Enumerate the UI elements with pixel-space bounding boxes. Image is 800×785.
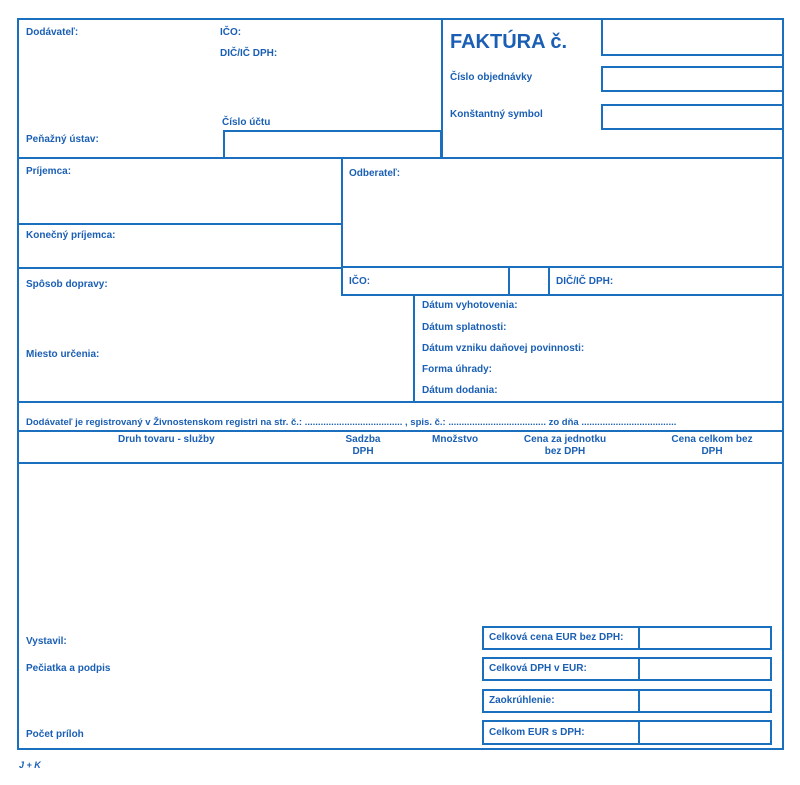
payment-method-label: Forma úhrady:	[422, 364, 493, 375]
invoice-number-field[interactable]	[601, 18, 784, 56]
supplier-dic-label: DIČ/IČ DPH:	[220, 48, 278, 59]
issued-by-label: Vystavil:	[26, 636, 67, 647]
divider	[341, 157, 343, 294]
delivery-date-label: Dátum dodania:	[422, 385, 498, 396]
constant-symbol-label: Konštantný symbol	[450, 109, 543, 120]
divider	[508, 266, 510, 295]
account-number-field[interactable]	[223, 130, 442, 159]
rounding-label: Zaokrúhlenie:	[489, 695, 555, 706]
recipient-label: Príjemca:	[26, 166, 72, 177]
order-number-field[interactable]	[601, 66, 784, 92]
col-total-price: Cena celkom bez DPH	[671, 434, 753, 457]
divider	[17, 223, 342, 225]
publisher-mark: J + K	[19, 760, 41, 770]
divider	[341, 266, 784, 268]
customer-dic-label: DIČ/IČ DPH:	[556, 276, 614, 287]
final-recipient-label: Konečný príjemca:	[26, 230, 116, 241]
col-quantity: Množstvo	[432, 434, 479, 445]
stamp-signature-label: Pečiatka a podpis	[26, 663, 111, 674]
divider	[17, 430, 784, 432]
transport-label: Spôsob dopravy:	[26, 279, 108, 290]
divider	[17, 267, 342, 269]
tax-date-label: Dátum vzniku daňovej povinnosti:	[422, 343, 585, 354]
invoice-title: FAKTÚRA č.	[450, 31, 568, 53]
divider	[548, 266, 550, 295]
col-unit-price: Cena za jednotku bez DPH	[523, 434, 607, 457]
constant-symbol-field[interactable]	[601, 104, 784, 130]
total-without-vat-label: Celková cena EUR bez DPH:	[489, 632, 624, 643]
order-number-label: Číslo objednávky	[450, 72, 533, 83]
grand-total-label: Celkom EUR s DPH:	[489, 727, 585, 738]
attachments-count-label: Počet príloh	[26, 729, 84, 740]
divider	[413, 294, 415, 402]
rounding-field[interactable]	[640, 691, 770, 711]
total-vat-label: Celková DPH v EUR:	[489, 663, 587, 674]
account-number-label: Číslo účtu	[222, 117, 271, 128]
supplier-label: Dodávateľ:	[26, 27, 79, 38]
supplier-ico-label: IČO:	[220, 27, 242, 38]
col-vat-rate: Sadzba DPH	[345, 434, 381, 457]
destination-label: Miesto určenia:	[26, 349, 100, 360]
bank-label: Peňažný ústav:	[26, 134, 99, 145]
customer-ico-label: IČO:	[349, 276, 371, 287]
items-area[interactable]	[19, 464, 782, 614]
customer-label: Odberateľ:	[349, 168, 401, 179]
divider	[341, 294, 784, 296]
col-goods-services: Druh tovaru - služby	[118, 434, 215, 445]
grand-total-field[interactable]	[640, 722, 770, 743]
total-vat-field[interactable]	[640, 659, 770, 679]
registry-text: Dodávateľ je registrovaný v Živnostenskom registri na str. č.: ..................................... , spis. č.: ..................................... zo dňa ....................................	[26, 417, 677, 428]
issue-date-label: Dátum vyhotovenia:	[422, 300, 518, 311]
divider	[17, 401, 784, 403]
total-without-vat-field[interactable]	[640, 628, 770, 648]
due-date-label: Dátum splatnosti:	[422, 322, 507, 333]
